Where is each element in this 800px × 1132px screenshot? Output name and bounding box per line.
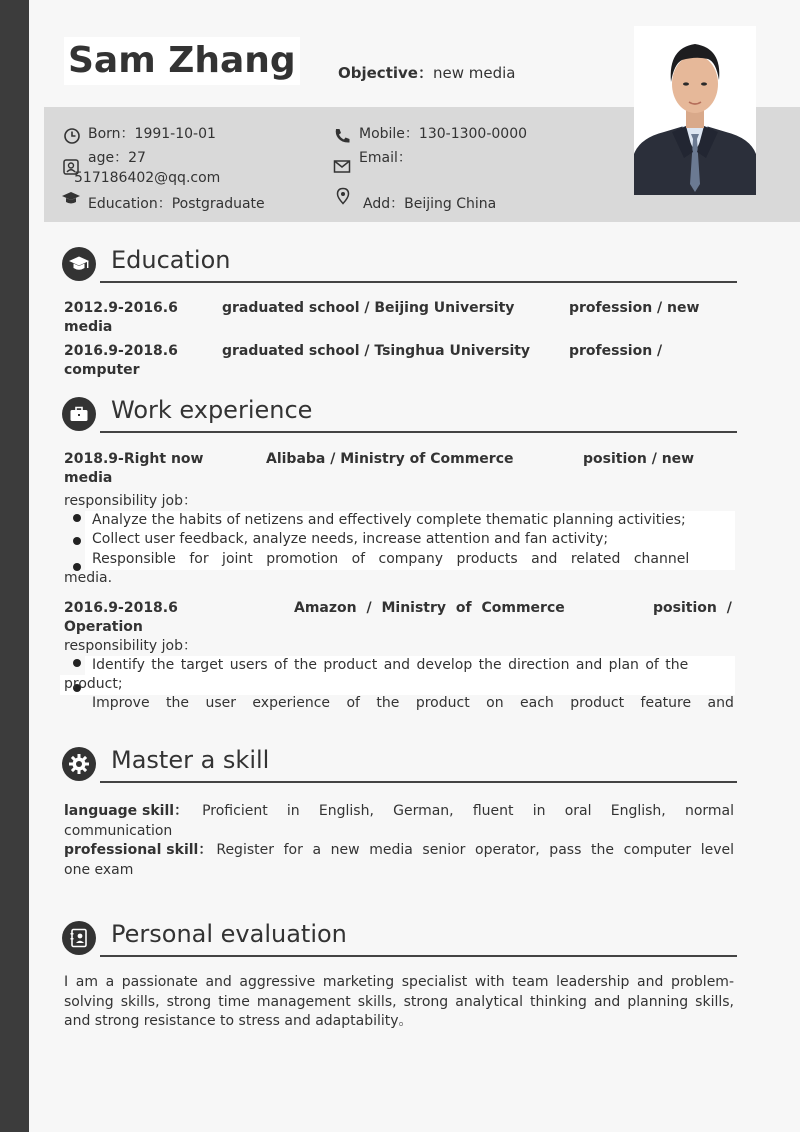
job-1-duties — [60, 509, 740, 586]
duty-item-cont: product; — [64, 676, 123, 692]
address-field: Add：Beijing China — [363, 196, 497, 212]
section-divider — [100, 281, 737, 283]
job-position: position / new — [583, 451, 695, 467]
responsibility-label: responsibility job： — [64, 638, 197, 654]
bullet-dot — [73, 514, 81, 522]
duty-item: Improve the user experience of the product on each product feature and — [92, 695, 734, 711]
job-period: 2018.9-Right now — [64, 451, 204, 467]
location-pin-icon — [334, 187, 352, 205]
job-row-1 — [64, 450, 734, 469]
professional-skill-cont: one exam — [64, 861, 134, 878]
duty-item: Collect user feedback, analyze needs, increase attention and fan activity; — [92, 531, 609, 547]
job-2-duties — [60, 654, 740, 711]
clock-icon — [63, 127, 81, 145]
edu-profession-cont: computer — [64, 362, 140, 378]
graduation-cap-icon — [68, 254, 90, 274]
professional-skill-text: Register for a new media senior operator, pass the computer level — [216, 842, 734, 858]
language-skill-text: Proficient in English, German, fluent in oral English, normal — [202, 803, 734, 819]
mobile-field: Mobile：130-1300-0000 — [359, 126, 528, 142]
mail-icon — [333, 157, 351, 175]
graduation-cap-icon — [61, 189, 81, 207]
work-section-header — [62, 395, 737, 435]
evaluation-section-header — [62, 919, 737, 959]
profile-photo — [634, 26, 756, 195]
born-field: Born：1991-10-01 — [88, 126, 216, 142]
education-section-title: Education — [111, 246, 231, 274]
education-row-1 — [64, 299, 734, 318]
section-divider — [100, 781, 737, 783]
job-company: Amazon / Ministry of Commerce — [294, 600, 565, 616]
skill-section-header — [62, 745, 737, 785]
left-sidebar-bar — [0, 0, 29, 1132]
candidate-name: Sam Zhang — [64, 37, 300, 85]
email-label: Email： — [359, 150, 412, 166]
edu-profession-cont: media — [64, 319, 113, 335]
edu-profession: profession / — [569, 343, 663, 359]
duty-item: Identify the target users of the product and develop the direction and plan of the — [92, 657, 689, 673]
objective-label: Objective： — [338, 64, 433, 82]
edu-period: 2012.9-2016.6 — [64, 300, 178, 316]
bullet-dot — [73, 659, 81, 667]
education-field: Education：Postgraduate — [88, 196, 265, 212]
objective — [338, 62, 515, 83]
bullet-dot — [73, 537, 81, 545]
professional-skill — [64, 841, 734, 880]
objective-value: new media — [432, 64, 516, 82]
age-field: age：27 — [88, 150, 146, 166]
job-position: position / — [653, 600, 732, 616]
person-portrait-icon — [634, 26, 756, 195]
evaluation-section-title: Personal evaluation — [111, 920, 347, 948]
duty-item: Analyze the habits of netizens and effectively complete thematic planning activities; — [92, 512, 686, 528]
job-position-cont: media — [64, 470, 113, 486]
edu-school: graduated school / Beijing University — [222, 300, 515, 316]
section-divider — [100, 955, 737, 957]
professional-skill-label: professional skill： — [64, 842, 213, 858]
education-section-header — [62, 245, 737, 285]
skill-section-icon-circle — [62, 747, 96, 781]
section-divider — [100, 431, 737, 433]
briefcase-icon — [69, 405, 89, 423]
gear-icon — [68, 753, 90, 775]
language-skill-cont: communication — [64, 822, 173, 839]
email-value: 517186402@qq.com — [74, 170, 221, 186]
edu-period: 2016.9-2018.6 — [64, 343, 178, 359]
evaluation-text: I am a passionate and aggressive marketing specialist with team leadership and problem-solving skills, strong time management skills, strong analytical thinking and planning skills, and strong resistance to stress and adaptability。 — [64, 974, 734, 1029]
edu-school: graduated school / Tsinghua University — [222, 343, 531, 359]
edu-profession: profession / new — [569, 300, 700, 316]
phone-icon — [333, 127, 351, 145]
work-section-icon-circle — [62, 397, 96, 431]
language-skill-label: language skill： — [64, 803, 189, 819]
skill-section-title: Master a skill — [111, 746, 270, 774]
duty-item-cont: media. — [64, 570, 113, 586]
job-row-2 — [64, 599, 734, 618]
education-section-icon-circle — [62, 247, 96, 281]
duty-item: Responsible for joint promotion of company products and related channel — [92, 551, 690, 567]
language-skill — [64, 802, 734, 841]
job-period: 2016.9-2018.6 — [64, 600, 178, 616]
job-position-cont: Operation — [64, 619, 143, 635]
evaluation-section-icon-circle — [62, 921, 96, 955]
education-row-2 — [64, 342, 734, 361]
work-section-title: Work experience — [111, 396, 313, 424]
job-company: Alibaba / Ministry of Commerce — [266, 451, 514, 467]
responsibility-label: responsibility job： — [64, 493, 197, 509]
contact-book-icon — [70, 928, 88, 948]
